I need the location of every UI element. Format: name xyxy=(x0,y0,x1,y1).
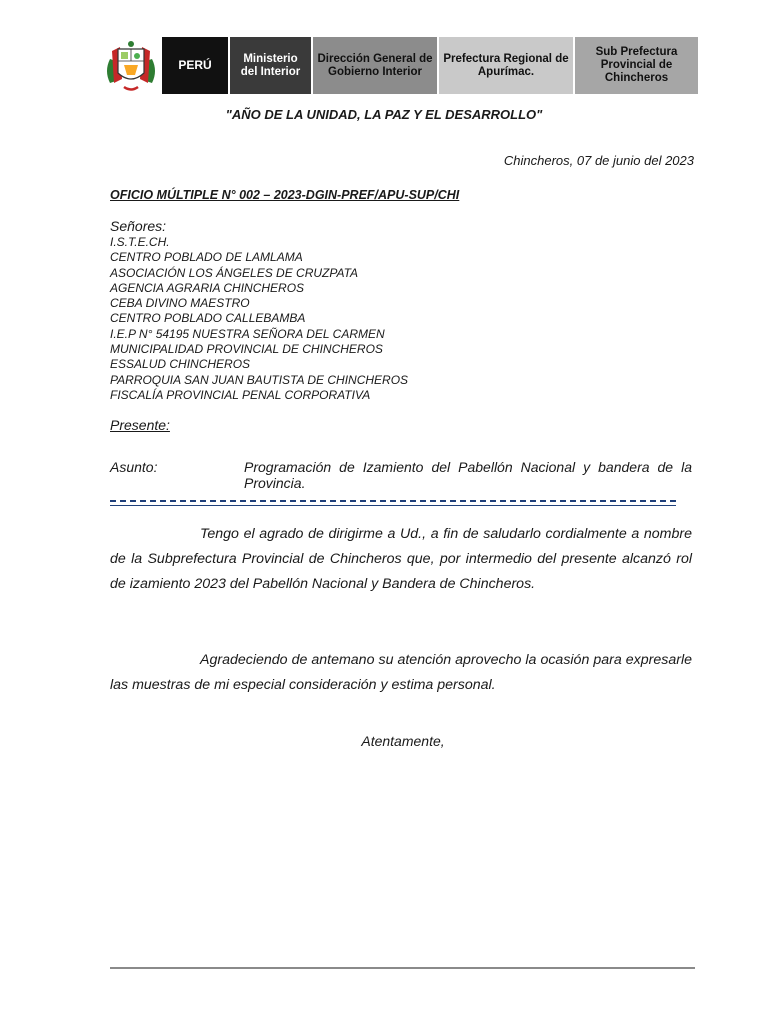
list-item: ESSALUD CHINCHEROS xyxy=(110,357,251,372)
list-item: CEBA DIVINO MAESTRO xyxy=(110,296,250,311)
year-motto: "AÑO DE LA UNIDAD, LA PAZ Y EL DESARROLLO" xyxy=(225,107,543,122)
list-item: PARROQUIA SAN JUAN BAUTISTA DE CHINCHEROS xyxy=(110,372,409,387)
list-item: CENTRO POBLADO DE LAMLAMA xyxy=(110,250,303,265)
body-paragraph-1: Tengo el agrado de dirigirme a Ud., a fin de saludarlo cordialmente a nombre de la Subprefectura Provincial de Chincheros que, por intermedio del presente alcanzó rol de izamiento 2023 del Pabellón Nacional y Bandera de Chincheros. xyxy=(110,526,692,592)
list-item: I.S.T.E.CH. xyxy=(110,235,170,249)
header-box-peru: PERÚ xyxy=(162,37,228,94)
salutation: Señores: xyxy=(110,218,167,234)
list-item: AGENCIA AGRARIA CHINCHEROS xyxy=(110,280,305,295)
body-paragraph-2: Agradeciendo de antemano su atención aprovecho la ocasión para expresarle las muestras de mi especial consideración y estima personal. xyxy=(110,652,692,693)
presente-label: Presente: xyxy=(110,417,170,433)
subject-divider-underline xyxy=(110,505,676,506)
list-item: ASOCIACIÓN LOS ÁNGELES DE CRUZPATA xyxy=(110,265,359,280)
subject-divider xyxy=(110,500,676,502)
list-item: I.E.P N° 54195 NUESTRA SEÑORA DEL CARMEN xyxy=(110,326,385,341)
list-item: FISCALÍA PROVINCIAL PENAL CORPORATIVA xyxy=(110,387,371,402)
list-item: MUNICIPALIDAD PROVINCIAL DE CHINCHEROS xyxy=(110,342,383,357)
subject-text: Programación de Izamiento del Pabellón Nacional y bandera de la Provincia. xyxy=(244,459,692,491)
header-box-subprefectura: Sub Prefectura Provincial de Chincheros xyxy=(575,37,698,94)
footer-rule xyxy=(110,967,695,969)
recipient-list xyxy=(110,235,408,403)
oficio-number: OFICIO MÚLTIPLE N° 002 – 2023-DGIN-PREF/APU-SUP/CHI xyxy=(110,188,460,202)
list-item: CENTRO POBLADO CALLEBAMBA xyxy=(110,311,306,326)
subject-label: Asunto: xyxy=(110,459,158,475)
header-box-direccion: Dirección General de Gobierno Interior xyxy=(313,37,437,94)
closing-salutation: Atentamente, xyxy=(361,733,445,749)
coat-of-arms-logo xyxy=(100,37,162,94)
letter-date: Chincheros, 07 de junio del 2023 xyxy=(503,153,694,168)
letterhead xyxy=(100,37,698,94)
header-box-ministerio: Ministerio del Interior xyxy=(230,37,311,94)
header-box-prefectura: Prefectura Regional de Apurímac. xyxy=(439,37,573,94)
